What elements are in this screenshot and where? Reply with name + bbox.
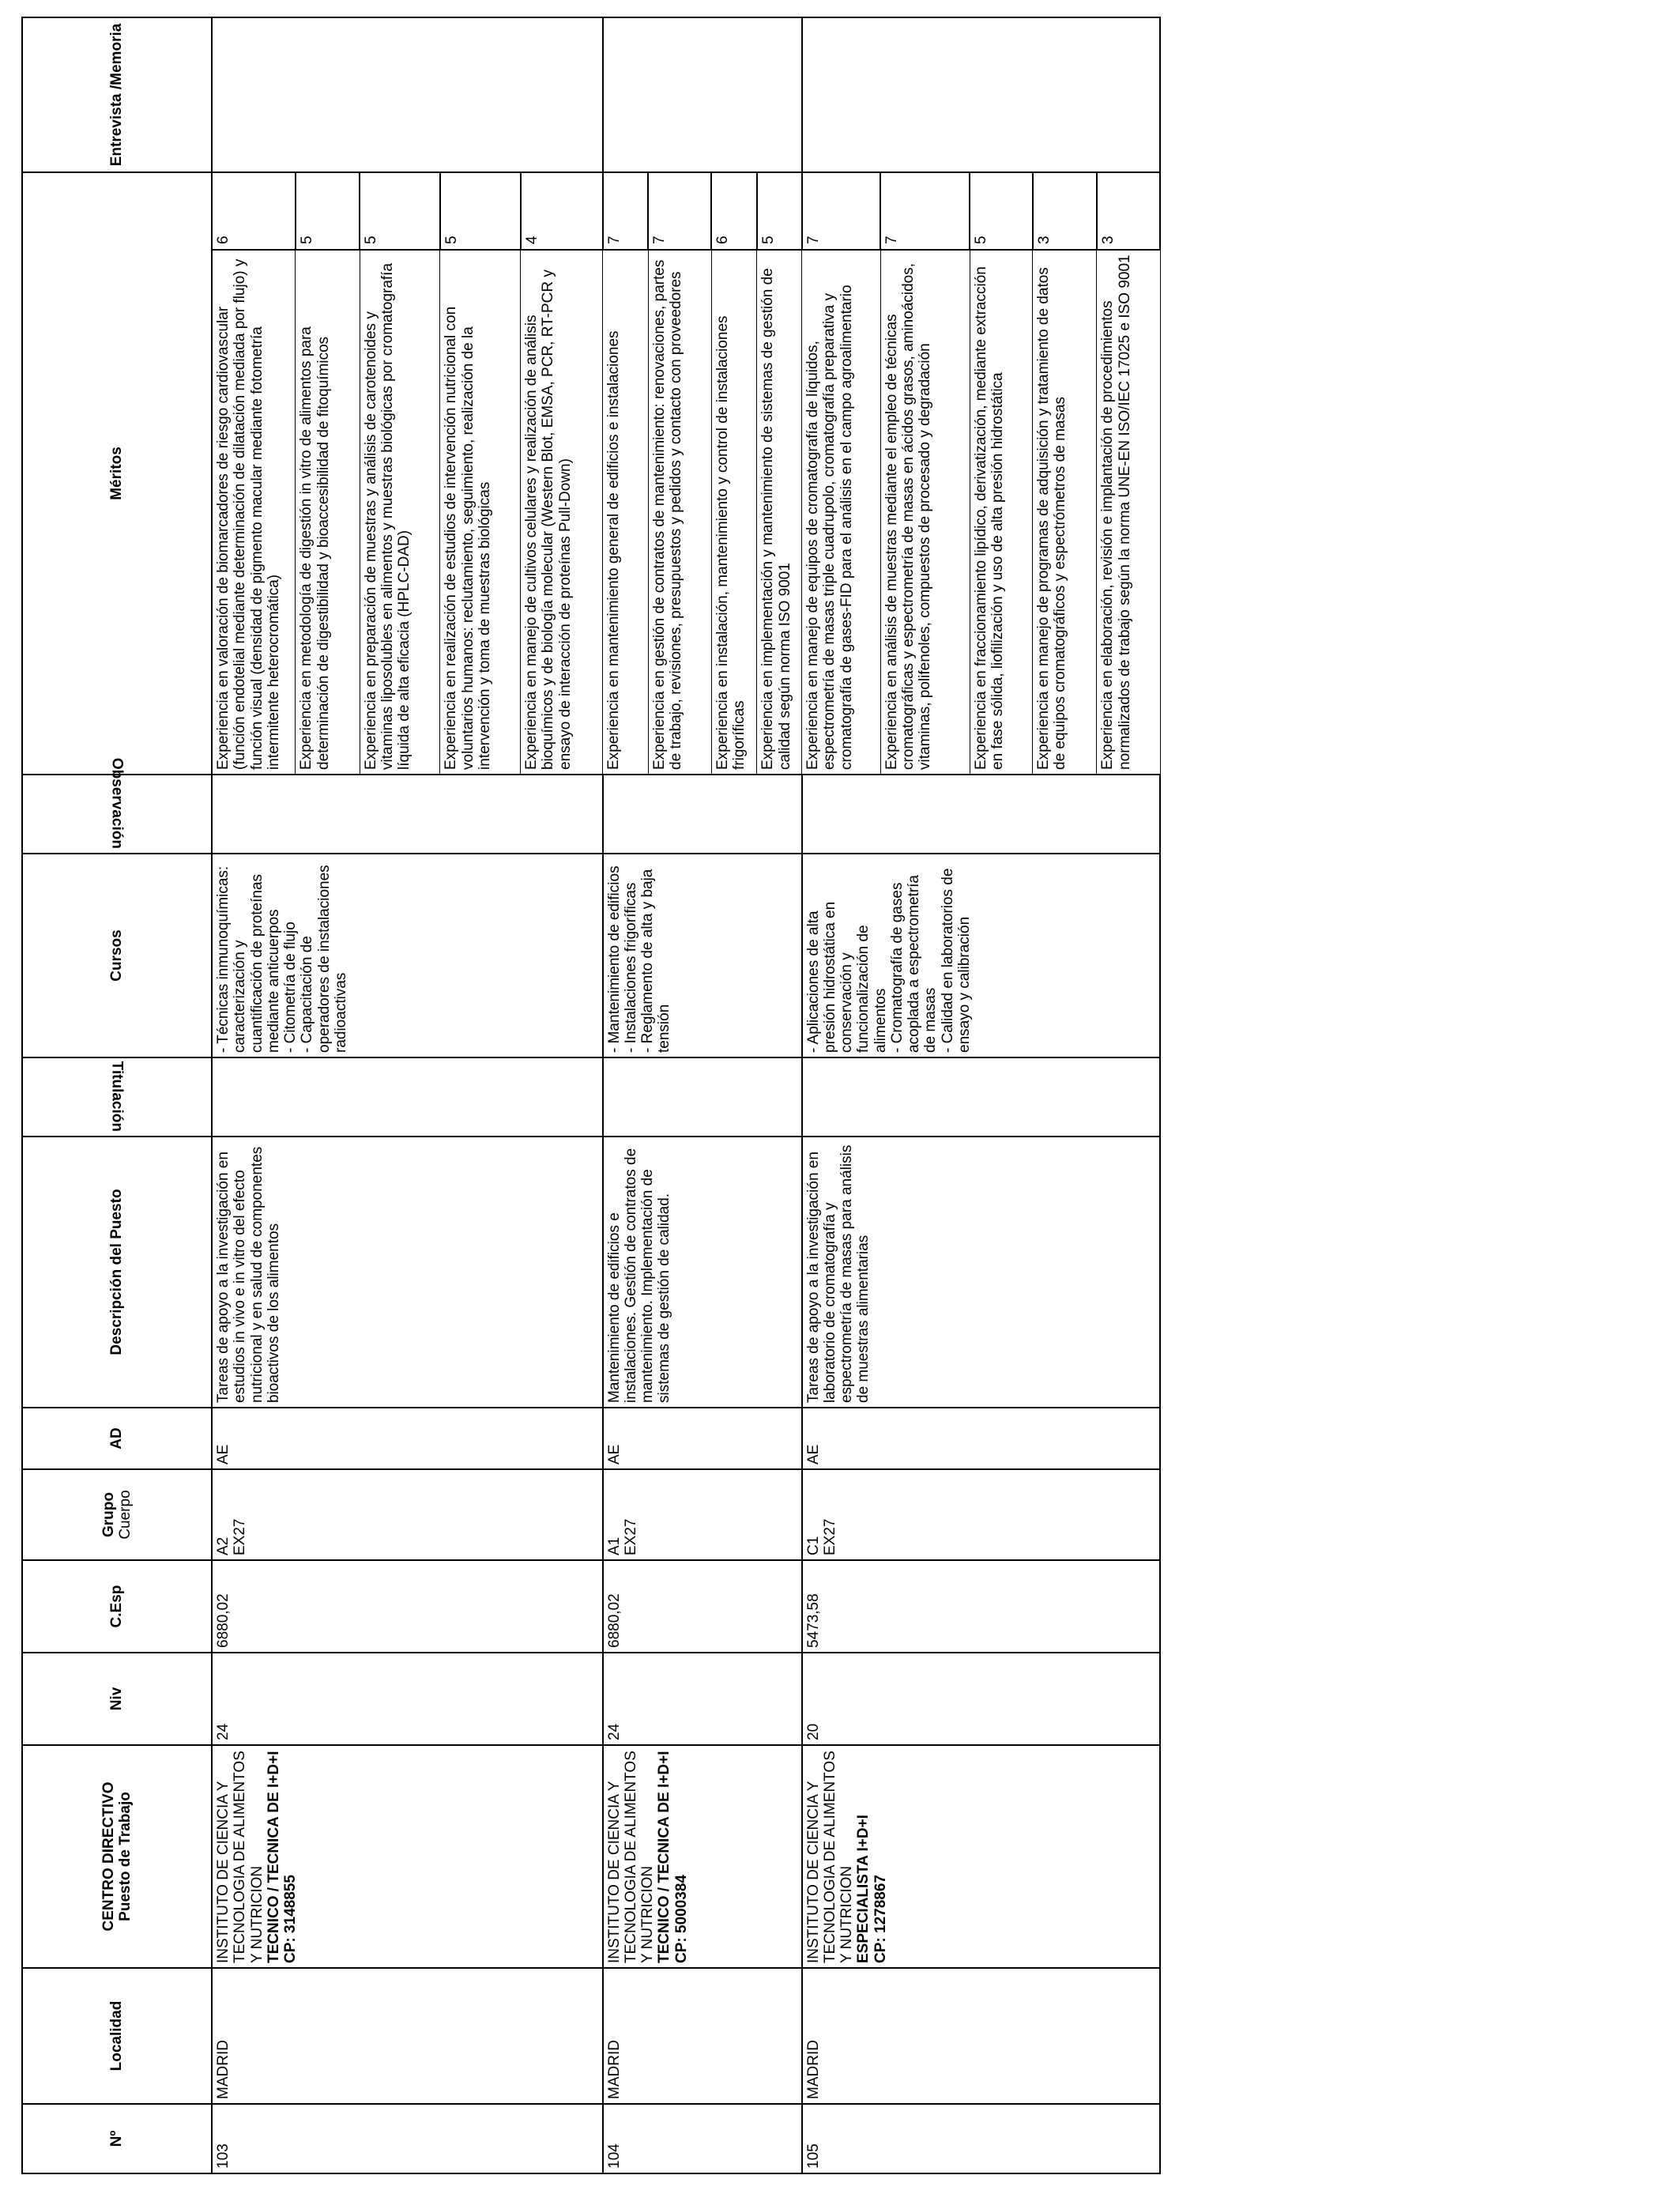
cell-grupo	[212, 1469, 603, 1560]
merit-text: Experiencia en manejo de equipos de cromatografía de líquidos, espectrometría de masas triple cuadrupolo, cromatografía preparativa y cromatografía de gases-FID para el análisis en el campo agroalimentario	[802, 250, 881, 775]
merit-score: 5	[440, 172, 521, 250]
curso-item: - Cromatografía de gases acoplada a espectrometría de masas	[888, 875, 940, 1053]
header-cursos: Cursos	[22, 854, 212, 1057]
curso-item: - Instalaciones frigoríficas	[622, 882, 639, 1053]
cell-ad: AE	[802, 1408, 1160, 1469]
cell-titulacion	[603, 1057, 802, 1137]
cell-descripcion: Tareas de apoyo a la investigación en laboratorio de cromatografía y espectrometría de masas para análisis de muestras alimentarias	[802, 1137, 1160, 1408]
puesto-name: TECNICO / TECNICA DE I+D+I	[656, 1751, 673, 1963]
cell-ad: AE	[603, 1408, 802, 1469]
cell-entrevista	[212, 17, 603, 172]
centro-name: INSTITUTO DE CIENCIA Y TECNOLOGIA DE ALIMENTOS Y NUTRICION	[215, 1751, 266, 1963]
cuerpo-value: EX27	[232, 1518, 249, 1555]
curso-item: - Aplicaciones de alta presión hidrostática en conservación y funcionalización de alimentos	[804, 901, 889, 1053]
curso-item: - Citometría de flujo	[282, 922, 299, 1053]
header-observacion	[22, 757, 212, 854]
cuerpo-value: EX27	[821, 1518, 838, 1555]
curso-item: - Técnicas inmunoquímicas: caracterización y cuantificación de proteínas mediante anticuerpos	[215, 865, 282, 1053]
merit-text: Experiencia en realización de estudios de intervención nutricional con voluntarios humanos: reclutamiento, seguimiento, realización de la intervención y toma de muestras biológicas	[440, 250, 521, 775]
header-titulacion-text: Titulación	[108, 1061, 126, 1132]
table-row-105	[802, 17, 1160, 2173]
merit-text: Experiencia en valoración de biomarcadores de riesgo cardiovascular (función endotelial mediante determinación de dilatación mediada por flujo) y función visual (densidad de pigmento macular mediante fotometría intermitente heterocromática)	[212, 250, 296, 775]
cell-descripcion: Tareas de apoyo a la investigación en estudios in vivo e in vitro del efecto nutricional y en salud de componentes bioactivos de los alimentos	[212, 1137, 603, 1408]
header-ad: AD	[22, 1408, 212, 1469]
cell-niv: 24	[212, 1653, 603, 1745]
cell-localidad: MADRID	[603, 1968, 802, 2104]
centro-name: INSTITUTO DE CIENCIA Y TECNOLOGIA DE ALIMENTOS Y NUTRICION	[605, 1751, 657, 1963]
centro-name: INSTITUTO DE CIENCIA Y TECNOLOGIA DE ALIMENTOS Y NUTRICION	[804, 1751, 856, 1963]
cell-cursos	[802, 854, 1160, 1057]
cell-cursos	[603, 854, 802, 1057]
cell-localidad: MADRID	[802, 1968, 1160, 2104]
cell-entrevista	[603, 17, 802, 172]
merit-text: Experiencia en manejo de cultivos celulares y realización de análisis bioquímicos y de biología molecular (Western Blot, EMSA, PCR, RT-PCR y ensayo de interacción de proteínas Pull-Down)	[521, 250, 603, 775]
cell-entrevista	[802, 17, 1160, 172]
table-row-103	[212, 17, 603, 2173]
merit-score: 7	[880, 172, 970, 250]
header-grupo	[22, 1469, 212, 1560]
header-centro	[22, 1745, 212, 1968]
merit-score: 5	[296, 172, 360, 250]
cp-code: CP: 5000384	[672, 1875, 690, 1963]
merit-text: Experiencia en preparación de muestras y análisis de carotenoides y vitaminas liposolubles en alimentos y muestras biológicas por cromatografía líquida de alta eficacia (HPLC-DAD)	[360, 250, 440, 775]
puesto-name: TECNICO / TECNICA DE I+D+I	[265, 1751, 282, 1963]
header-row	[22, 17, 212, 2173]
header-entrevista: Entrevista /Memoria	[22, 17, 212, 172]
merit-score: 7	[802, 172, 881, 250]
merit-text: Experiencia en fraccionamiento lipídico, derivatización, mediante extracción en fase sólida, liofilización y uso de alta presión hidrostática	[970, 250, 1032, 775]
merit-text: Experiencia en elaboración, revisión e implantación de procedimientos normalizados de trabajo según la norma UNE-EN ISO/IEC 17025 e ISO 9001	[1097, 250, 1160, 775]
merit-text: Experiencia en instalación, mantenimiento y control de instalaciones frigoríficas	[711, 250, 757, 775]
merit-text: Experiencia en mantenimiento general de edificios e instalaciones	[603, 250, 649, 775]
cp-code: CP: 1278867	[872, 1875, 889, 1963]
merit-score: 3	[1097, 172, 1160, 250]
cell-observacion	[802, 775, 1160, 854]
cell-num: 103	[212, 2104, 603, 2173]
curso-item: - Reglamento de alta y baja tensión	[639, 869, 673, 1053]
table-row-104	[603, 17, 802, 2173]
cell-cesp: 6880,02	[603, 1560, 802, 1653]
job-positions-table	[21, 17, 1161, 2174]
puesto-name: ESPECIALISTA I+D+I	[855, 1815, 872, 1963]
header-grupo-label: Grupo	[100, 1492, 117, 1537]
header-meritos: Méritos	[22, 172, 212, 775]
cell-grupo	[802, 1469, 1160, 1560]
cell-titulacion	[212, 1057, 603, 1137]
merit-score: 5	[757, 172, 802, 250]
cell-centro	[603, 1745, 802, 1968]
header-localidad: Localidad	[22, 1968, 212, 2104]
grupo-value: A1	[605, 1536, 623, 1555]
cell-niv: 20	[802, 1653, 1160, 1745]
cell-num: 105	[802, 2104, 1160, 2173]
header-centro-line2: Puesto de Trabajo	[117, 1792, 134, 1921]
curso-item: - Capacitación de operadores de instalaciones radioactivas	[299, 865, 349, 1053]
header-titulacion	[22, 1057, 212, 1137]
cell-descripcion: Mantenimiento de edificios e instalaciones. Gestión de contratos de mantenimiento. Implementación de sistemas de gestión de calidad.	[603, 1137, 802, 1408]
cp-code: CP: 3148855	[282, 1875, 299, 1963]
merit-text: Experiencia en manejo de programas de adquisición y tratamiento de datos de equipos cromatográficos y espectrómetros de masas	[1033, 250, 1097, 775]
cell-ad: AE	[212, 1408, 603, 1469]
cell-cesp: 6880,02	[212, 1560, 603, 1653]
merit-score: 7	[603, 172, 649, 250]
cell-observacion	[212, 775, 603, 854]
merit-score: 3	[1033, 172, 1097, 250]
merit-text: Experiencia en gestión de contratos de mantenimiento: renovaciones, partes de trabajo, revisiones, presupuestos y pedidos y contacto con proveedores	[648, 250, 711, 775]
cell-observacion	[603, 775, 802, 854]
header-centro-line1: CENTRO DIRECTIVO	[100, 1781, 117, 1932]
cell-localidad: MADRID	[212, 1968, 603, 2104]
cell-centro	[212, 1745, 603, 1968]
merit-score: 7	[648, 172, 711, 250]
header-descripcion: Descripción del Puesto	[22, 1137, 212, 1408]
merit-score: 6	[212, 172, 296, 250]
cell-grupo	[603, 1469, 802, 1560]
grupo-value: A2	[215, 1536, 232, 1555]
grupo-value: C1	[804, 1536, 822, 1555]
header-num: Nº	[22, 2104, 212, 2173]
header-observacion-text: Observación	[108, 757, 126, 849]
merit-score: 5	[360, 172, 440, 250]
merit-score: 4	[521, 172, 603, 250]
cuerpo-value: EX27	[622, 1518, 639, 1555]
cell-num: 104	[603, 2104, 802, 2173]
curso-item: - Mantenimiento de edificios	[605, 865, 623, 1053]
merit-score: 6	[711, 172, 757, 250]
header-cesp: C.Esp	[22, 1560, 212, 1653]
cell-cesp: 5473,58	[802, 1560, 1160, 1653]
merit-score: 5	[970, 172, 1032, 250]
merit-text: Experiencia en análisis de muestras mediante el empleo de técnicas cromatográficas y espectrometría de masas en ácidos grasos, aminoácidos, vitaminas, polifenoles, compuestos de procesado y degradación	[880, 250, 970, 775]
curso-item: - Calidad en laboratorios de ensayo y calibración	[939, 868, 973, 1053]
header-niv: Niv	[22, 1653, 212, 1745]
merit-text: Experiencia en implementación y mantenimiento de sistemas de gestión de calidad según norma ISO 9001	[757, 250, 802, 775]
cell-titulacion	[802, 1057, 1160, 1137]
merit-text: Experiencia en metodología de digestión in vitro de alimentos para determinación de digestibilidad y bioaccesibilidad de fitoquímicos	[296, 250, 360, 775]
header-cuerpo-label: Cuerpo	[117, 1490, 134, 1540]
cell-centro	[802, 1745, 1160, 1968]
cell-cursos	[212, 854, 603, 1057]
cell-niv: 24	[603, 1653, 802, 1745]
